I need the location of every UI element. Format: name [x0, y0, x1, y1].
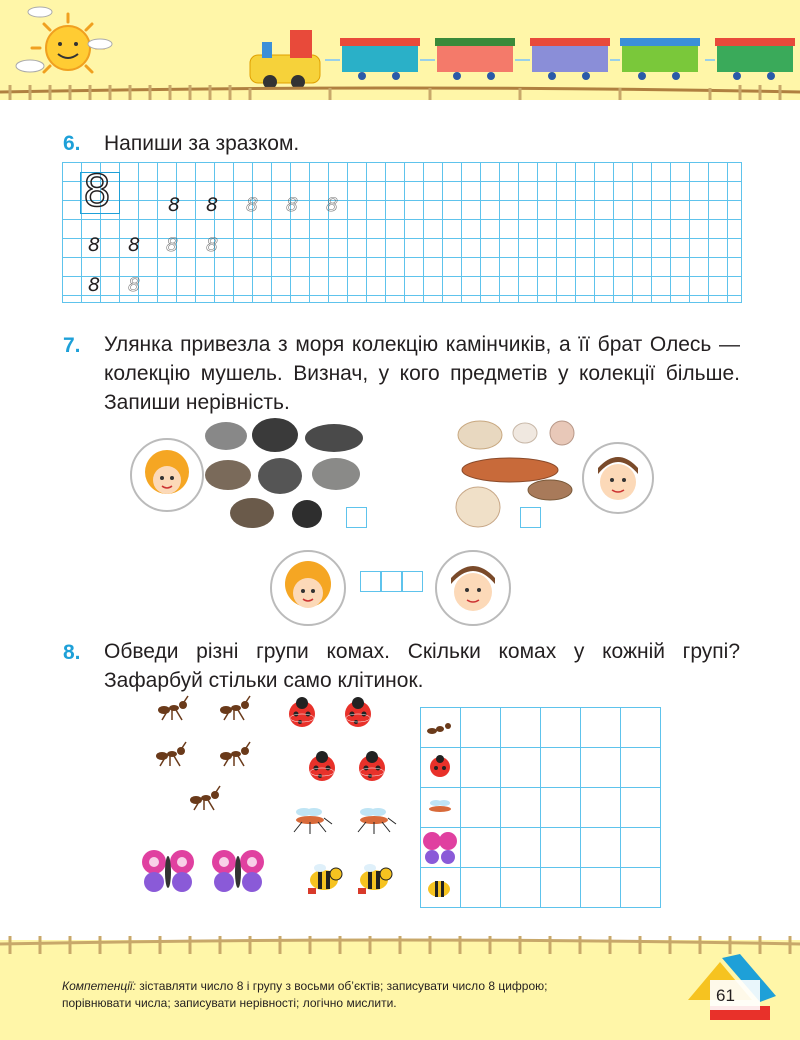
writing-grid — [62, 162, 742, 303]
task-8-number: 8. — [63, 641, 81, 664]
trace-digit: 8 — [326, 194, 339, 216]
inequality-box-left[interactable] — [360, 571, 381, 592]
task-6-text: Напиши за зразком. — [104, 132, 300, 155]
ladybug-icon — [430, 755, 450, 777]
trace-digit: 8 — [286, 194, 299, 216]
task-6-number: 6. — [63, 132, 81, 155]
ant-icon — [427, 723, 451, 734]
competencies-text: зіставляти число 8 і групу з восьми об’єктів; записувати число 8 цифрою; порівнювати числа; записувати нерівності; логічно мислити. — [62, 979, 548, 1010]
trace-digit: 8 — [166, 234, 179, 256]
written-digit: 8 — [88, 274, 101, 296]
train-icon — [250, 30, 795, 89]
trace-digit: 8 — [206, 234, 219, 256]
mosquito-icon — [429, 800, 451, 812]
written-digit: 8 — [88, 234, 101, 256]
trace-digit: 8 — [128, 274, 141, 296]
answer-box-shells[interactable] — [520, 507, 541, 528]
boy-avatar — [435, 550, 511, 626]
inequality-box-sign[interactable] — [381, 571, 402, 592]
written-digit: 8 — [128, 234, 141, 256]
task-7-number: 7. — [63, 334, 81, 357]
competencies-note — [62, 978, 602, 1012]
insects-image — [140, 690, 420, 910]
inequality-box-right[interactable] — [402, 571, 423, 592]
written-digit: 8 — [168, 194, 181, 216]
trace-digit: 8 — [246, 194, 259, 216]
girl-avatar — [270, 550, 346, 626]
sample-digit: 8 — [83, 166, 111, 217]
answer-box-stones[interactable] — [346, 507, 367, 528]
task-7-text: Улянка привезла з моря колекцію камінчиків, а її брат Олесь — колекцію мушель. Визнач, у кого предметів у колекції більше. Запиши нерівність. — [104, 333, 740, 414]
fence-decoration — [0, 85, 800, 100]
written-digit: 8 — [206, 194, 219, 216]
girl-avatar — [130, 438, 204, 512]
boy-avatar — [582, 442, 654, 514]
competencies-label: Компетенції: — [62, 979, 136, 993]
page-number: 61 — [716, 986, 735, 1005]
header-illustration — [0, 0, 800, 110]
butterfly-icon — [423, 832, 457, 864]
counting-table-icons — [420, 707, 460, 907]
task-8-text: Обведи різні групи комах. Скільки комах у кожній групі? Зафарбуй стільки само клітинок. — [104, 640, 740, 692]
bee-icon — [428, 881, 450, 897]
